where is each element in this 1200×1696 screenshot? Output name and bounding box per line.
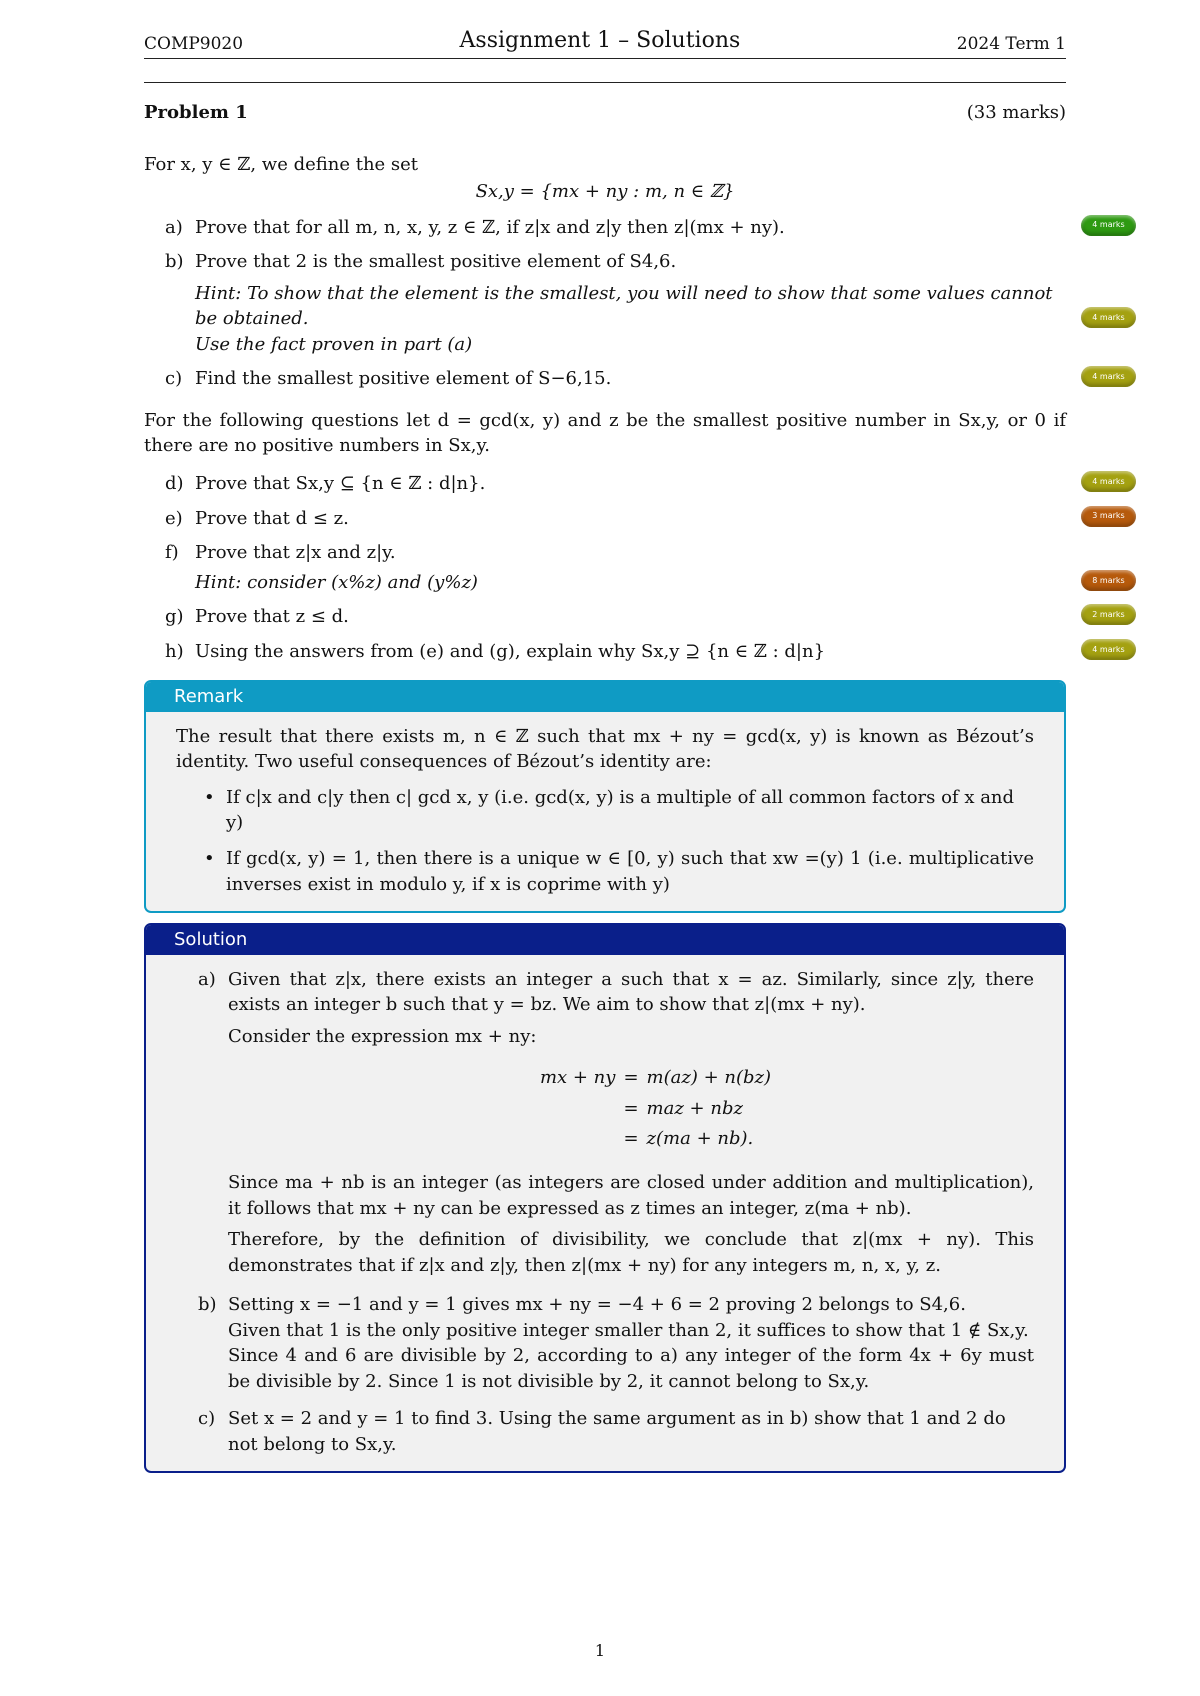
question-g [144, 604, 1125, 630]
question-list-1 [144, 215, 1125, 392]
hint-text: Hint: To show that the element is the smallest, you will need to show that some values cannot be obtained. [195, 282, 1053, 330]
equals-sign: = [623, 1097, 639, 1119]
marks-badge: 4 marks [1081, 307, 1136, 328]
hint-text: Hint: consider (x%z) and (y%z) [195, 571, 478, 593]
question-label: a) [165, 216, 183, 238]
bullet-text: If gcd(x, y) = 1, then there is a unique w ∈ [0, y) such that xw =(y) 1 (i.e. multiplicative inverses exist in modulo y, if x is coprime with y) [226, 848, 1034, 895]
equation-block [228, 1065, 1034, 1152]
question-text: Prove that d ≤ z. [195, 507, 349, 529]
term-label: 2024 Term 1 [956, 33, 1066, 54]
solution-label: b) [198, 1294, 217, 1316]
solution-line: Given that 1 is the only positive integer smaller than 2, it suffices to show that 1 ∉ Sx,y. [228, 1319, 1029, 1341]
question-text: Prove that z ≤ d. [195, 606, 349, 628]
equals-sign: = [623, 1128, 639, 1150]
marks-badge: 4 marks [1081, 639, 1136, 660]
equation-lhs: mx + ny [539, 1067, 616, 1089]
question-label: h) [165, 640, 184, 662]
definitions-paragraph: For the following questions let d = gcd(x, y) and z be the smallest positive number in Sx,y, or 0 if there are no positive numbers in Sx,y. [144, 409, 1066, 457]
bullet-text: If c|x and c|y then c| gcd x, y (i.e. gcd(x, y) is a multiple of all common factors of x and y) [226, 786, 1015, 834]
question-e [144, 506, 1125, 532]
solution-label: c) [198, 1408, 216, 1430]
question-label: g) [165, 606, 184, 628]
solution-paragraph: Since ma + nb is an integer (as integers are closed under addition and multiplication), it follows that mx + ny can be expressed as z times an integer, z(ma + nb). [228, 1171, 1034, 1219]
question-text: Prove that Sx,y ⊆ {n ∈ ℤ : d|n}. [195, 473, 486, 495]
set-definition: Sx,y = {mx + ny : m, n ∈ ℤ} [475, 181, 735, 203]
remark-text: The result that there exists m, n ∈ ℤ such that mx + ny = gcd(x, y) is known as Bézout’s identity. Two useful consequences of Bézout’s identity are: [176, 725, 1034, 773]
document-title: Assignment 1 – Solutions [459, 27, 741, 53]
question-text: Prove that for all m, n, x, y, z ∈ ℤ, if z|x and z|y then z|(mx + ny). [195, 216, 785, 238]
question-a [144, 215, 1125, 241]
question-label: f) [165, 542, 179, 564]
marks-badge: 4 marks [1081, 215, 1136, 236]
intro-text: For x, y ∈ ℤ, we define the set [144, 153, 419, 175]
question-text: Prove that z|x and z|y. [195, 542, 396, 564]
question-b [144, 249, 1125, 357]
question-text: Using the answers from (e) and (g), explain why Sx,y ⊇ {n ∈ ℤ : d|n} [195, 640, 826, 662]
marks-badge: 4 marks [1081, 366, 1136, 387]
solution-paragraph: Therefore, by the definition of divisibility, we conclude that z|(mx + ny). This demonstrates that if z|x and z|y, then z|(mx + ny) for any integers m, n, x, y, z. [228, 1229, 1034, 1276]
solution-line: Since 4 and 6 are divisible by 2, according to a) any integer of the form 4x + 6y must be divisible by 2. Since 1 is not divisible by 2, it cannot belong to Sx,y. [228, 1345, 1034, 1392]
solution-a [176, 967, 1034, 1278]
solution-b [176, 1292, 1034, 1394]
header-rule [144, 82, 1066, 83]
question-d [144, 471, 1125, 497]
remark-bullet-2 [176, 846, 1034, 897]
solution-line: Setting x = −1 and y = 1 gives mx + ny = −4 + 6 = 2 proving 2 belongs to S4,6. [228, 1294, 966, 1316]
remark-bullet-1 [176, 785, 1034, 836]
problem-marks: (33 marks) [966, 102, 1066, 123]
solution-paragraph: Consider the expression mx + ny: [228, 1025, 537, 1047]
solution-c [176, 1406, 1034, 1457]
course-code: COMP9020 [144, 33, 244, 54]
equals-sign: = [623, 1067, 639, 1089]
question-h [144, 639, 1125, 665]
question-text: Prove that 2 is the smallest positive element of S4,6. [195, 251, 677, 273]
question-label: d) [165, 473, 184, 495]
bullet-icon: • [204, 786, 215, 808]
problem-heading [144, 100, 1066, 126]
page-header [144, 24, 1066, 59]
solution-line: Set x = 2 and y = 1 to find 3. Using the same argument as in b) show that 1 and 2 do not belong to Sx,y. [228, 1408, 1006, 1455]
question-c [144, 366, 1125, 392]
solution-label: a) [198, 968, 216, 990]
remark-title: Remark [146, 682, 1064, 712]
marks-badge: 4 marks [1081, 471, 1136, 492]
solution-box [144, 923, 1066, 1473]
bullet-icon: • [204, 848, 215, 870]
solution-title: Solution [146, 925, 1064, 955]
remark-box [144, 680, 1066, 913]
problem-title: Problem 1 [144, 102, 248, 123]
solution-paragraph: Given that z|x, there exists an integer a such that x = az. Similarly, since z|y, there exists an integer b such that y = bz. We aim to show that z|(mx + ny). [228, 968, 1034, 1016]
page-number: 1 [594, 1641, 606, 1660]
equation-rhs: maz + nbz [646, 1097, 743, 1119]
question-f [144, 540, 1125, 595]
question-label: c) [165, 368, 183, 390]
marks-badge: 3 marks [1081, 506, 1136, 527]
equation-rhs: z(ma + nb). [646, 1128, 754, 1150]
marks-badge: 2 marks [1081, 604, 1136, 625]
question-label: e) [165, 507, 183, 529]
hint-text: Use the fact proven in part (a) [195, 333, 473, 355]
question-text: Find the smallest positive element of S−6,15. [195, 368, 612, 390]
marks-badge: 8 marks [1081, 570, 1136, 591]
question-label: b) [165, 251, 184, 273]
question-list-2 [144, 471, 1125, 664]
equation-rhs: m(az) + n(bz) [646, 1067, 772, 1089]
